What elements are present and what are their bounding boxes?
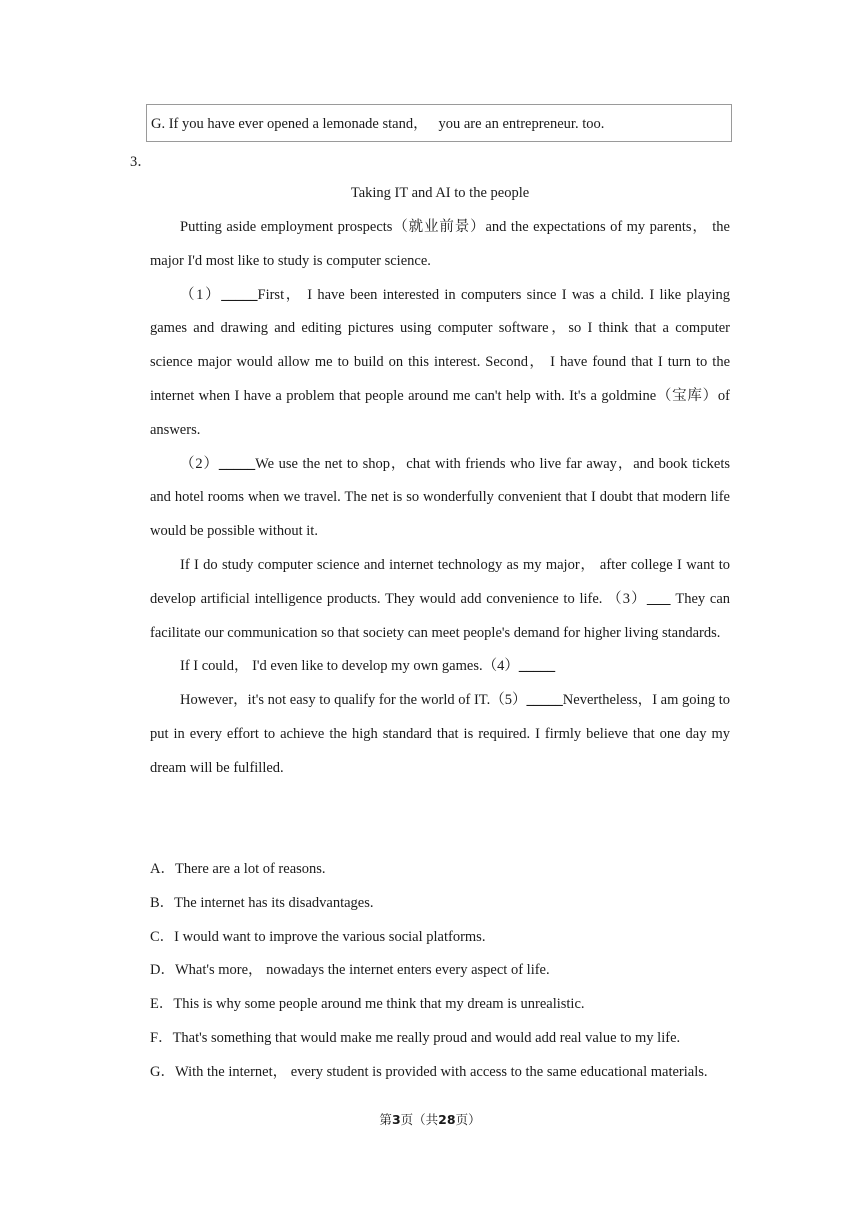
paragraph-2 [150, 279, 730, 448]
blank-5: _____ [526, 692, 563, 709]
option-g: G．With the internet， every student is provided with access to the same educational materials. [150, 1063, 708, 1080]
paragraph-5 [150, 650, 730, 684]
paragraph-4-text: If I do study computer science and internet technology as my major， after college I want to develop artificial intelligence products. They would add convenience to life. （3） [150, 556, 730, 607]
footer-middle: 页（共 [400, 1112, 439, 1127]
blank-2: _____ [218, 455, 256, 472]
footer-total-pages: 28 [438, 1112, 456, 1127]
options-list [150, 853, 740, 1090]
option-e: E．This is why some people around me think that my dream is unrealistic. [150, 996, 585, 1013]
blank-3 [647, 591, 671, 607]
blank-1-number: （1） [180, 286, 222, 303]
option-b: B．The internet has its disadvantages. [150, 894, 374, 911]
question-number: 3． [130, 154, 152, 170]
option-f: F．That's something that would make me really proud and would add real value to my life. [150, 1029, 681, 1046]
page-footer [0, 1110, 860, 1128]
passage-body [150, 211, 730, 786]
paragraph-4-tail: They can facilitate our communication so that society can meet people's demand for higher living standards. [150, 590, 731, 641]
paragraph-1: Putting aside employment prospects（就业前景）and the expectations of my parents， the major I'd most like to study is computer science. [150, 219, 730, 269]
previous-option-g-box: G. If you have ever opened a lemonade stand， you are an entrepreneur. too. [146, 104, 732, 142]
paragraph-2-text: First， I have been interested in computers since I was a child. I like playing games and drawing and editing pictures using computer software，so I think that a computer science major would allow me to build on this interest. Second， I have found that I turn to the internet when I have a problem that people around me can't help with. It's a goldmine（宝库）of answers. [150, 286, 730, 438]
paragraph-3 [150, 448, 730, 549]
paragraph-6-text: However，it's not easy to qualify for the world of IT.（5） [180, 692, 527, 709]
blank-2-number: （2） [180, 455, 219, 472]
footer-suffix: 页） [455, 1112, 481, 1127]
blank-4: _____ [518, 658, 556, 675]
footer-prefix: 第 [379, 1112, 392, 1127]
paragraph-5-text: If I could， I'd even like to develop my own games.（4） [180, 658, 519, 675]
option-c: C．I would want to improve the various social platforms. [150, 928, 486, 945]
blank-1: _____ [221, 286, 258, 303]
paragraph-6 [150, 684, 730, 785]
passage-title: Taking IT and AI to the people [350, 185, 530, 201]
footer-page-number: 3 [391, 1112, 401, 1127]
option-a: A．There are a lot of reasons. [150, 861, 326, 877]
paragraph-3-text: We use the net to shop，chat with friends who live far away，and book tickets and hotel rooms when we travel. The net is so wonderfully convenient that I doubt that modern life would be possible without it. [150, 455, 730, 540]
paragraph-4 [150, 549, 730, 650]
paragraph-6-tail: Nevertheless，I am going to put in every effort to achieve the high standard that is required. I firmly believe that one day my dream will be fulfilled. [150, 692, 730, 776]
option-d: D．What's more， nowadays the internet enters every aspect of life. [150, 962, 550, 979]
